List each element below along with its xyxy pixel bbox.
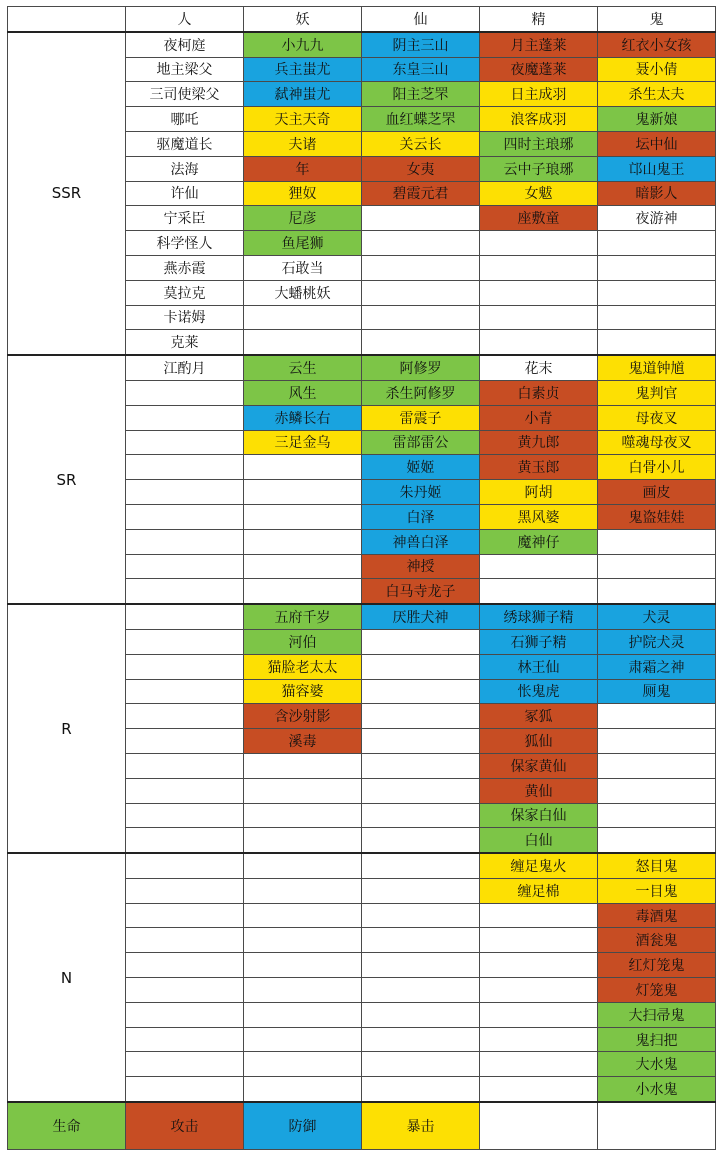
table-cell: 白马寺龙子 xyxy=(362,579,480,604)
table-cell: 石敢当 xyxy=(244,255,362,280)
table-cell: 天主天奇 xyxy=(244,107,362,132)
table-cell xyxy=(362,928,480,953)
table-cell: 河伯 xyxy=(244,629,362,654)
table-cell: 三司使梁父 xyxy=(126,82,244,107)
table-cell: 姬姬 xyxy=(362,455,480,480)
table-cell xyxy=(126,629,244,654)
table-cell: 风生 xyxy=(244,380,362,405)
table-cell xyxy=(244,330,362,355)
table-cell: 鬼盗娃娃 xyxy=(598,504,716,529)
table-cell: 浪客成羽 xyxy=(480,107,598,132)
table-cell xyxy=(362,778,480,803)
table-cell: 宁采臣 xyxy=(126,206,244,231)
table-cell: 红灯笼鬼 xyxy=(598,953,716,978)
table-cell xyxy=(480,579,598,604)
table-cell: 花末 xyxy=(480,355,598,380)
table-cell: 云中子琅琊 xyxy=(480,156,598,181)
table-cell xyxy=(126,828,244,853)
table-cell xyxy=(598,255,716,280)
table-cell xyxy=(362,1027,480,1052)
legend-item xyxy=(480,1102,598,1150)
table-cell: 弑神蚩尤 xyxy=(244,82,362,107)
table-row xyxy=(8,604,716,629)
table-cell xyxy=(480,554,598,579)
grade-label-n: N xyxy=(8,853,126,1102)
table-cell: 大扫帚鬼 xyxy=(598,1002,716,1027)
table-cell xyxy=(126,380,244,405)
table-cell: 坛中仙 xyxy=(598,131,716,156)
table-cell: 猫容婆 xyxy=(244,679,362,704)
table-cell: 绣球狮子精 xyxy=(480,604,598,629)
table-cell: 小九九 xyxy=(244,32,362,57)
table-row xyxy=(8,32,716,57)
table-cell xyxy=(362,753,480,778)
table-cell xyxy=(126,729,244,754)
table-cell: 兵主蚩尤 xyxy=(244,57,362,82)
table-cell xyxy=(480,953,598,978)
table-cell xyxy=(362,305,480,330)
table-cell xyxy=(362,828,480,853)
table-cell xyxy=(598,579,716,604)
table-cell xyxy=(126,1002,244,1027)
table-cell: 神兽白泽 xyxy=(362,529,480,554)
table-cell: 画皮 xyxy=(598,480,716,505)
table-cell: 科学怪人 xyxy=(126,231,244,256)
table-cell xyxy=(598,704,716,729)
table-cell xyxy=(480,1052,598,1077)
table-cell xyxy=(480,305,598,330)
table-cell: 关云长 xyxy=(362,131,480,156)
table-cell: 白素贞 xyxy=(480,380,598,405)
table-cell: 林王仙 xyxy=(480,654,598,679)
table-cell: 夜魔蓬莱 xyxy=(480,57,598,82)
legend-item: 暴击 xyxy=(362,1102,480,1150)
table-cell xyxy=(126,1052,244,1077)
table-cell: 地主梁父 xyxy=(126,57,244,82)
table-cell xyxy=(362,1002,480,1027)
header-cell-ren: 人 xyxy=(126,7,244,32)
table-cell: 聂小倩 xyxy=(598,57,716,82)
table-cell xyxy=(362,330,480,355)
table-cell: 鬼道钟馗 xyxy=(598,355,716,380)
header-cell-gui: 鬼 xyxy=(598,7,716,32)
table-cell xyxy=(244,480,362,505)
table-cell: 母夜叉 xyxy=(598,405,716,430)
table-cell xyxy=(362,679,480,704)
table-cell: 石狮子精 xyxy=(480,629,598,654)
table-cell: 猫脸老太太 xyxy=(244,654,362,679)
table-cell: 邙山鬼王 xyxy=(598,156,716,181)
table-cell: 东皇三山 xyxy=(362,57,480,82)
table-cell: 三足金乌 xyxy=(244,430,362,455)
table-cell xyxy=(126,753,244,778)
table-cell: 神授 xyxy=(362,554,480,579)
table-cell xyxy=(126,928,244,953)
table-cell: 阴主三山 xyxy=(362,32,480,57)
table-cell: 朱丹姬 xyxy=(362,480,480,505)
header-cell-jing: 精 xyxy=(480,7,598,32)
header-row xyxy=(8,7,716,32)
table-cell xyxy=(480,330,598,355)
table-cell xyxy=(126,480,244,505)
table-cell xyxy=(480,1027,598,1052)
table-cell: 血红蝶芝罘 xyxy=(362,107,480,132)
table-cell xyxy=(598,554,716,579)
table-cell: 白仙 xyxy=(480,828,598,853)
table-cell: 许仙 xyxy=(126,181,244,206)
table-cell xyxy=(598,803,716,828)
table-cell: 厌胜犬神 xyxy=(362,604,480,629)
table-cell: 白泽 xyxy=(362,504,480,529)
legend-row xyxy=(8,1102,716,1150)
table-cell xyxy=(244,753,362,778)
table-cell xyxy=(244,803,362,828)
table-cell xyxy=(126,878,244,903)
table-cell xyxy=(126,1027,244,1052)
table-cell: 年 xyxy=(244,156,362,181)
legend-item xyxy=(598,1102,716,1150)
table-cell xyxy=(244,554,362,579)
table-cell: 狸奴 xyxy=(244,181,362,206)
table-cell: 怅鬼虎 xyxy=(480,679,598,704)
table-cell: 卡诺姆 xyxy=(126,305,244,330)
table-cell xyxy=(598,828,716,853)
table-cell xyxy=(362,704,480,729)
table-cell xyxy=(362,255,480,280)
table-cell: 座敷童 xyxy=(480,206,598,231)
table-cell xyxy=(244,778,362,803)
table-cell xyxy=(244,978,362,1003)
table-cell xyxy=(598,753,716,778)
table-cell: 酒瓮鬼 xyxy=(598,928,716,953)
table-cell: 厕鬼 xyxy=(598,679,716,704)
table-cell xyxy=(598,778,716,803)
table-cell: 阳主芝罘 xyxy=(362,82,480,107)
table-cell xyxy=(362,629,480,654)
table-cell xyxy=(126,978,244,1003)
table-cell: 雷震子 xyxy=(362,405,480,430)
table-cell: 保家黄仙 xyxy=(480,753,598,778)
header-cell xyxy=(8,7,126,32)
table-cell: 毒酒鬼 xyxy=(598,903,716,928)
table-cell xyxy=(126,853,244,878)
table-cell xyxy=(126,679,244,704)
table-cell: 阿修罗 xyxy=(362,355,480,380)
table-cell: 冢狐 xyxy=(480,704,598,729)
table-cell xyxy=(126,529,244,554)
table-cell xyxy=(244,928,362,953)
table-cell: 黄仙 xyxy=(480,778,598,803)
table-cell: 一目鬼 xyxy=(598,878,716,903)
header-cell-xian: 仙 xyxy=(362,7,480,32)
grade-label-r: R xyxy=(8,604,126,853)
table-cell: 噬魂母夜叉 xyxy=(598,430,716,455)
table-cell: 阿胡 xyxy=(480,480,598,505)
table-cell xyxy=(126,604,244,629)
table-cell xyxy=(362,853,480,878)
table-cell xyxy=(126,405,244,430)
table-cell xyxy=(244,903,362,928)
table-cell xyxy=(126,903,244,928)
table-cell: 碧霞元君 xyxy=(362,181,480,206)
table-cell: 夜柯庭 xyxy=(126,32,244,57)
table-cell xyxy=(598,729,716,754)
table-cell: 肃霜之神 xyxy=(598,654,716,679)
table-cell xyxy=(126,554,244,579)
table-cell xyxy=(244,878,362,903)
table-cell: 哪吒 xyxy=(126,107,244,132)
table-cell xyxy=(126,579,244,604)
table-cell xyxy=(362,803,480,828)
table-cell: 白骨小儿 xyxy=(598,455,716,480)
table-cell xyxy=(598,231,716,256)
table-cell xyxy=(362,1052,480,1077)
table-cell xyxy=(362,206,480,231)
table-cell xyxy=(126,455,244,480)
table-cell xyxy=(598,305,716,330)
table-cell xyxy=(126,1077,244,1102)
legend-item: 生命 xyxy=(8,1102,126,1150)
table-cell: 鬼判官 xyxy=(598,380,716,405)
table-cell: 杀生太夫 xyxy=(598,82,716,107)
table-cell: 大水鬼 xyxy=(598,1052,716,1077)
table-cell xyxy=(362,280,480,305)
table-cell: 大蟠桃妖 xyxy=(244,280,362,305)
table-cell xyxy=(244,1077,362,1102)
table-cell: 鱼尾狮 xyxy=(244,231,362,256)
table-cell: 女魃 xyxy=(480,181,598,206)
table-cell: 云生 xyxy=(244,355,362,380)
table-row xyxy=(8,355,716,380)
table-cell xyxy=(480,903,598,928)
table-cell: 小青 xyxy=(480,405,598,430)
table-cell: 黄九郎 xyxy=(480,430,598,455)
table-cell xyxy=(480,1077,598,1102)
table-cell xyxy=(598,280,716,305)
table-cell: 尼彦 xyxy=(244,206,362,231)
legend-item: 防御 xyxy=(244,1102,362,1150)
table-cell xyxy=(244,1052,362,1077)
table-cell xyxy=(244,828,362,853)
table-cell: 缠足棉 xyxy=(480,878,598,903)
table-cell xyxy=(244,579,362,604)
table-cell: 驱魔道长 xyxy=(126,131,244,156)
table-cell xyxy=(244,1027,362,1052)
table-cell: 克莱 xyxy=(126,330,244,355)
table-cell xyxy=(244,455,362,480)
table-cell xyxy=(244,529,362,554)
table-cell: 女夷 xyxy=(362,156,480,181)
table-cell: 四时主琅琊 xyxy=(480,131,598,156)
table-cell: 燕赤霞 xyxy=(126,255,244,280)
table-cell xyxy=(480,928,598,953)
table-cell: 夜游神 xyxy=(598,206,716,231)
table-cell: 月主蓬莱 xyxy=(480,32,598,57)
table-cell: 杀生阿修罗 xyxy=(362,380,480,405)
monster-roster-table xyxy=(7,6,716,1150)
table-cell xyxy=(362,1077,480,1102)
table-cell: 黄玉郎 xyxy=(480,455,598,480)
table-cell xyxy=(480,231,598,256)
table-cell xyxy=(126,953,244,978)
table-cell xyxy=(244,504,362,529)
table-cell: 黑风婆 xyxy=(480,504,598,529)
table-cell: 日主成羽 xyxy=(480,82,598,107)
table-cell xyxy=(244,953,362,978)
table-cell: 怒目鬼 xyxy=(598,853,716,878)
table-cell: 赤鳞长右 xyxy=(244,405,362,430)
table-cell: 护院犬灵 xyxy=(598,629,716,654)
grade-label-sr: SR xyxy=(8,355,126,604)
table-cell: 小水鬼 xyxy=(598,1077,716,1102)
table-row xyxy=(8,853,716,878)
table-cell: 含沙射影 xyxy=(244,704,362,729)
table-cell: 红衣小女孩 xyxy=(598,32,716,57)
table-cell xyxy=(126,803,244,828)
table-cell: 莫拉克 xyxy=(126,280,244,305)
table-cell xyxy=(480,1002,598,1027)
table-cell xyxy=(362,654,480,679)
table-cell: 雷部雷公 xyxy=(362,430,480,455)
table-cell: 五府千岁 xyxy=(244,604,362,629)
table-cell xyxy=(362,878,480,903)
grade-label-ssr: SSR xyxy=(8,32,126,355)
table-cell xyxy=(126,504,244,529)
table-cell: 江酌月 xyxy=(126,355,244,380)
table-cell: 犬灵 xyxy=(598,604,716,629)
table-cell: 保家白仙 xyxy=(480,803,598,828)
table-cell: 鬼扫把 xyxy=(598,1027,716,1052)
table-cell xyxy=(480,255,598,280)
table-cell: 魔神仔 xyxy=(480,529,598,554)
table-cell xyxy=(598,330,716,355)
table-cell: 夫诸 xyxy=(244,131,362,156)
table-cell xyxy=(362,231,480,256)
table-cell xyxy=(480,978,598,1003)
header-cell-yao: 妖 xyxy=(244,7,362,32)
table-cell: 法海 xyxy=(126,156,244,181)
table-cell xyxy=(362,903,480,928)
table-cell xyxy=(126,778,244,803)
table-cell: 暗影人 xyxy=(598,181,716,206)
table-cell xyxy=(244,853,362,878)
table-cell: 狐仙 xyxy=(480,729,598,754)
table-cell: 灯笼鬼 xyxy=(598,978,716,1003)
table-cell xyxy=(126,704,244,729)
table-cell xyxy=(244,1002,362,1027)
table-cell xyxy=(126,654,244,679)
legend-item: 攻击 xyxy=(126,1102,244,1150)
table-body xyxy=(8,32,716,1150)
table-cell xyxy=(244,305,362,330)
table-cell xyxy=(480,280,598,305)
table-cell xyxy=(362,978,480,1003)
table-cell: 缠足鬼火 xyxy=(480,853,598,878)
table-cell xyxy=(362,953,480,978)
table-cell: 溪毒 xyxy=(244,729,362,754)
table-cell: 鬼新娘 xyxy=(598,107,716,132)
table-cell xyxy=(598,529,716,554)
table-cell xyxy=(362,729,480,754)
table-cell xyxy=(126,430,244,455)
